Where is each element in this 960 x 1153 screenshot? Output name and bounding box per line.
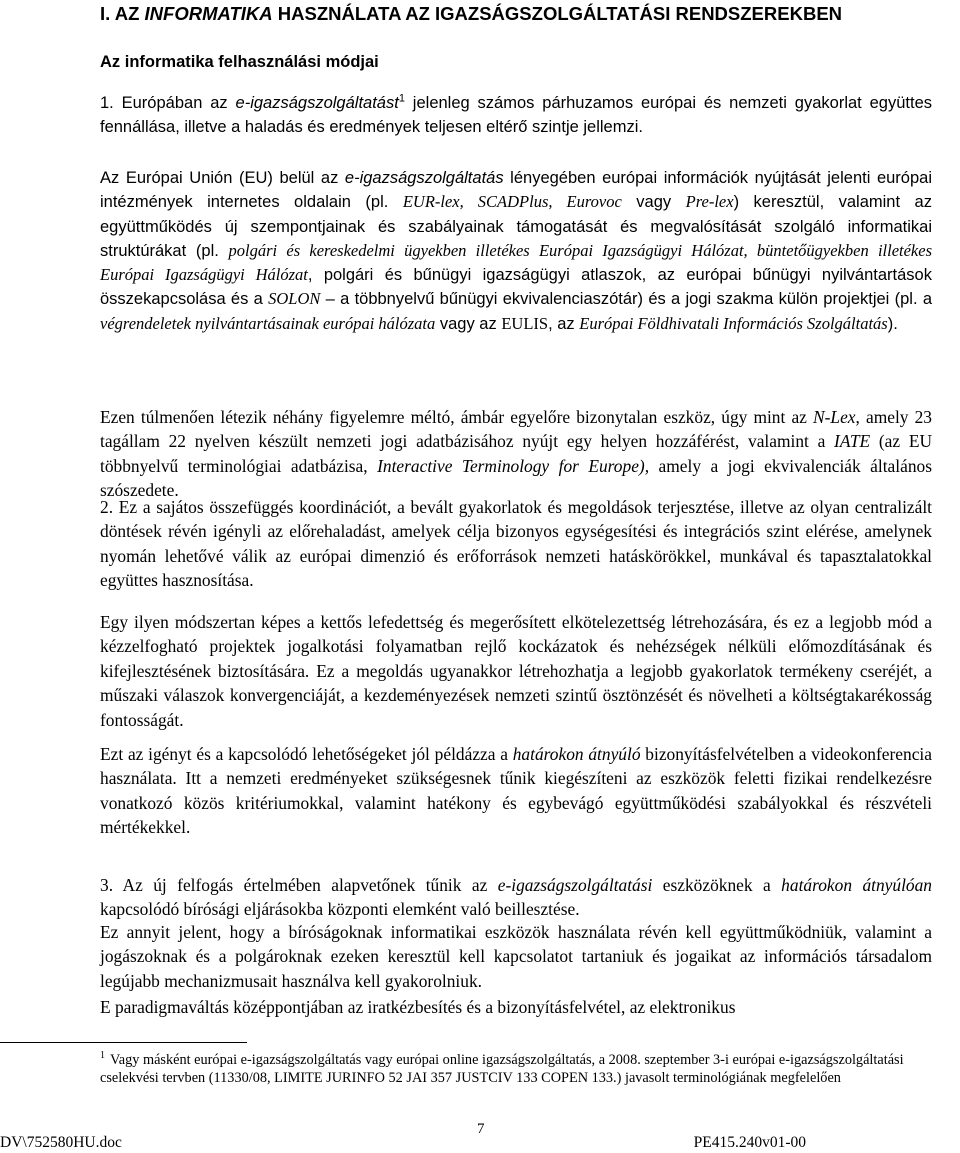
page-number: 7 (477, 1121, 485, 1137)
footnote-divider (0, 1042, 247, 1043)
paragraph-9: E paradigmaváltás középpontjában az iratkézbesítés és a bizonyításfelvétel, az elektronikus (100, 997, 736, 1017)
document-filename: DV\752580HU.doc (0, 1134, 122, 1151)
paragraph-8: Ez annyit jelent, hogy a bíróságoknak informatikai eszközök használata révén kell együttműködniük, valamint a jogászoknak és a polgároknak ezeken keresztül kell kapcsolatot tartaniuk és jogaikat az információs társadalom legújabb mechanizmusait használva kell gyakorolniuk. (100, 922, 932, 991)
footnote-number: 1 (100, 1050, 105, 1062)
document-code: PE415.240v01-00 (693, 1134, 806, 1151)
paragraph-4: 2. Ez a sajátos összefüggés koordinációt, a bevált gyakorlatok és megoldások terjesztése, illetve az olyan centralizált döntések révén igényli az előrehaladást, amelyek célja bizonyos egységesítési és integrációs szint elérése, amelynek nyomán lehetővé válik az európai dimenzió és erőforrások nemzeti hatáskörökkel, munkával és tapasztalatokkal együttes hasznosítása. (100, 497, 932, 591)
paragraph-7: 3. Az új felfogás értelmében alapvetőnek tűnik az e-igazságszolgáltatási eszközöknek a határokon átnyúlóan kapcsolódó bírósági eljárásokba központi elemként való beillesztése. (100, 875, 932, 920)
paragraph-6: Ezt az igényt és a kapcsolódó lehetőségeket jól példázza a határokon átnyúló bizonyításfelvételben a videokonferencia használata. Itt a nemzeti eredményeket szükségesnek tűnik kiegészíteni az eszközök feletti fizikai rendelkezésre vonatkozó közös kritériumokkal, valamint hatékony és egybevágó együttműködési szabályokkal és részvételi mértékekkel. (100, 744, 932, 838)
paragraph-3: Ezen túlmenően létezik néhány figyelemre méltó, ámbár egyelőre bizonytalan eszköz, úgy mint az N-Lex, amely 23 tagállam 22 nyelven készült nemzeti jogi adatbázisához nyújt egy helyen hozzáférést, valamint a IATE (az EU többnyelvű terminológiai adatbázisa, Interactive Terminology for Europe), amely a jogi ekvivalenciák általános szószedete. (100, 407, 933, 501)
subheading: Az informatika felhasználási módjai (100, 53, 379, 71)
section-heading: I. AZ INFORMATIKA HASZNÁLATA AZ IGAZSÁGSZOLGÁLTATÁSI RENDSZEREKBEN (100, 3, 843, 24)
paragraph-5: Egy ilyen módszertan képes a kettős lefedettség és megerősített elkötelezettség létrehozására, és ez a legjobb mód a kézzelfogható projektek jogalkotási folyamatban rejlő kockázatok és nehézségek nélküli előmozdításának és kifejlesztésének biztosítására. Ez a megoldás ugyanakkor létrehozhatja a legjobb gyakorlatok termékeny cseréjét, a műszaki válaszok konvergenciáját, a kezdeményezések nemzeti szintű ösztönzését és növelheti a költségtakarékosság fontosságát. (100, 612, 932, 730)
footnote (100, 1052, 932, 1088)
heading-emphasis: INFORMATIKA (144, 3, 273, 24)
paragraph-1: 1. Európában az e-igazságszolgáltatást$^1$ jelenleg számos párhuzamos európai és nemzeti gyakorlat együttes fennállása, illetve a haladás és eredmények teljesen eltérő szintje jellemzi. (100, 92, 932, 137)
footnote-text: Vagy másként európai e-igazságszolgáltatás vagy európai online igazságszolgáltatás, a 2008. szeptember 3-i európai e-igazságszolgáltatási cselekvési tervben (11330/08, LIMITE JURINFO 52 JAI 357 JUSTCIV 133 COPEN 133.) javasolt terminológiának megfelelően (100, 1052, 904, 1086)
footnote-ref[interactable]: 1 (398, 92, 405, 105)
paragraph-2: Az Európai Unión (EU) belül az e-igazságszolgáltatás lényegében európai információk nyújtását jelenti európai intézmények internetes oldalain (pl. EUR-lex, SCADPlus, Eurovoc vagy Pre-lex) keresztül, valamint az együttműködés új szempontjainak és szabályainak támogatását és megvalósítását szolgáló informatikai struktúrákat (pl. polgári és kereskedelmi ügyekben illetékes Európai Igazságügyi Hálózat, büntetőügyekben illetékes Európai Igazságügyi Hálózat, polgári és bűnügyi igazságügyi atlaszok, az európai bűnügyi nyilvántartások összekapcsolása és a SOLON – a többnyelvű bűnügyi ekvivalenciaszótár) és a jogi szakma külön projektjei (pl. a végrendeletek nyilvántartásainak európai hálózata vagy az EULIS, az Európai Földhivatali Információs Szolgáltatás). (100, 169, 933, 333)
